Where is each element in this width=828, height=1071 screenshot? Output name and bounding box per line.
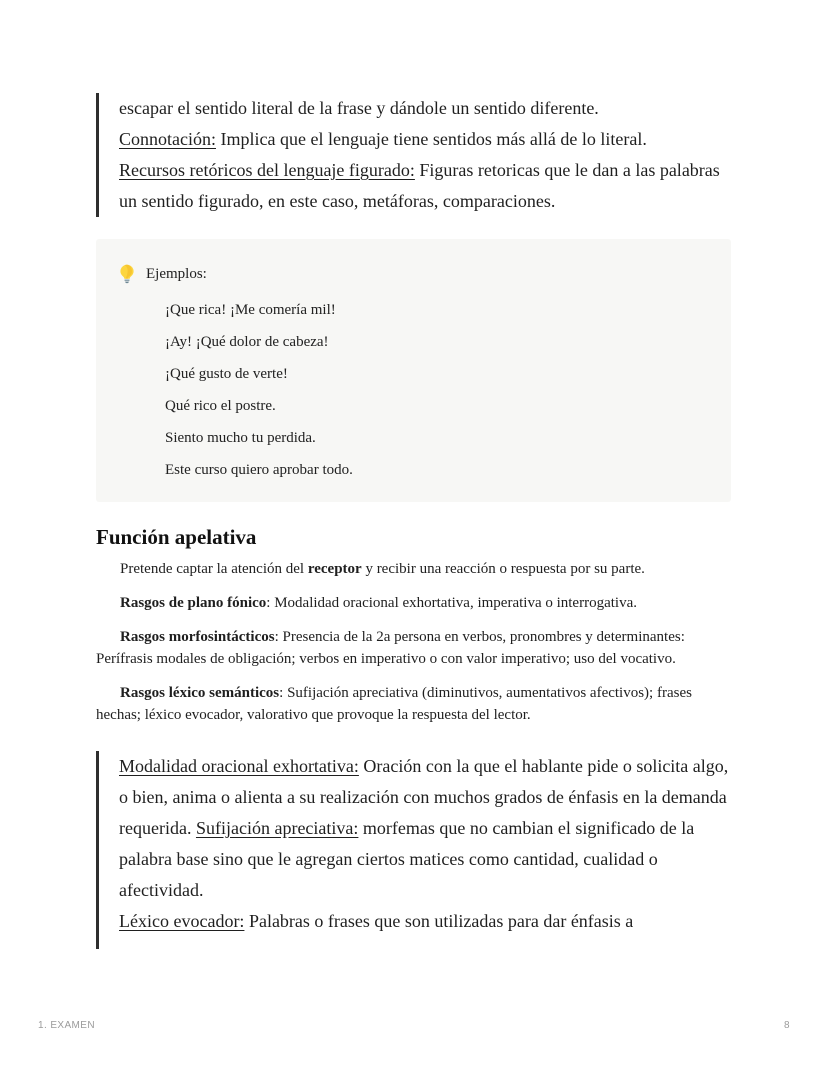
bold-term-rasgos-morfosintacticos: Rasgos morfosintácticos	[120, 629, 275, 645]
quote-line	[119, 155, 731, 217]
example-line: ¡Ay! ¡Qué dolor de cabeza!	[165, 334, 329, 350]
bold-term-receptor: receptor	[307, 561, 362, 577]
paragraph-rasgos-morfosintacticos	[96, 626, 731, 670]
quote-line	[119, 906, 731, 937]
body-text: : Presencia de la 2a persona en verbos, pronombres y determinantes: Perífrasis modales de obligación; verbos en imperativo o con valor imperativo; uso del vocativo.	[96, 629, 685, 667]
blockquote-figurative-language	[96, 93, 731, 217]
quote-line: escapar el sentido literal de la frase y dándole un sentido diferente.	[119, 98, 599, 118]
blockquote-definitions	[96, 751, 731, 949]
page-footer	[38, 1020, 790, 1031]
body-text: : Modalidad oracional exhortativa, imperativa o interrogativa.	[266, 595, 637, 611]
underlined-term-lexico-evocador: Léxico evocador:	[119, 911, 245, 931]
underlined-term-connotacion: Connotación:	[119, 129, 216, 149]
body-text: Pretende captar la atención del	[120, 561, 308, 577]
bold-term-rasgos-fonico: Rasgos de plano fónico	[120, 595, 267, 611]
underlined-term-modalidad-exhortativa: Modalidad oracional exhortativa:	[119, 756, 359, 776]
footer-breadcrumb: 1. EXAMEN	[38, 1020, 95, 1031]
paragraph-rasgos-fonico	[96, 592, 731, 614]
quote-text: Implica que el lenguaje tiene sentidos más allá de lo literal.	[216, 129, 647, 149]
example-line: Qué rico el postre.	[165, 398, 276, 414]
quote-line	[119, 124, 731, 155]
quote-text: Figuras retoricas que le dan a las palabras un sentido figurado, en este caso, metáforas, comparaciones.	[119, 160, 720, 211]
bold-term-rasgos-lexico: Rasgos léxico semánticos	[120, 685, 280, 701]
page-content	[96, 93, 731, 949]
underlined-term-recursos-retoricos: Recursos retóricos del lenguaje figurado:	[119, 160, 415, 180]
page-number: 8	[784, 1020, 790, 1031]
callout-header	[116, 263, 711, 285]
example-line: Este curso quiero aprobar todo.	[165, 462, 353, 478]
underlined-term-sufijacion-apreciativa: Sufijación apreciativa:	[195, 818, 359, 838]
section-heading-funcion-apelativa: Función apelativa	[96, 525, 257, 549]
paragraph-intro	[96, 558, 731, 580]
quote-text: Palabras o frases que son utilizadas para dar énfasis a	[244, 911, 634, 931]
example-line: ¡Qué gusto de verte!	[165, 366, 288, 382]
quote-text: Oración con la que el hablante pide o solicita algo, o bien, anima o alienta a su realización con muchos grados de énfasis en la demanda requerida.	[119, 756, 729, 838]
paragraph-rasgos-lexico	[96, 682, 731, 726]
callout-title: Ejemplos:	[146, 266, 207, 282]
quote-line	[119, 751, 731, 906]
lightbulb-icon	[116, 263, 138, 285]
example-line: ¡Que rica! ¡Me comería mil!	[165, 302, 336, 318]
callout-body	[116, 300, 711, 480]
example-line: Siento mucho tu perdida.	[165, 430, 316, 446]
body-text: : Sufijación apreciativa (diminutivos, aumentativos afectivos); frases hechas; léxico evocador, valorativo que provoque la respuesta del lector.	[96, 685, 692, 723]
examples-callout	[96, 239, 731, 502]
quote-text: morfemas que no cambian el significado de la palabra base sino que le agregan ciertos matices como cantidad, cualidad o afectividad.	[119, 818, 695, 900]
body-text: y recibir una reacción o respuesta por su parte.	[361, 561, 645, 577]
